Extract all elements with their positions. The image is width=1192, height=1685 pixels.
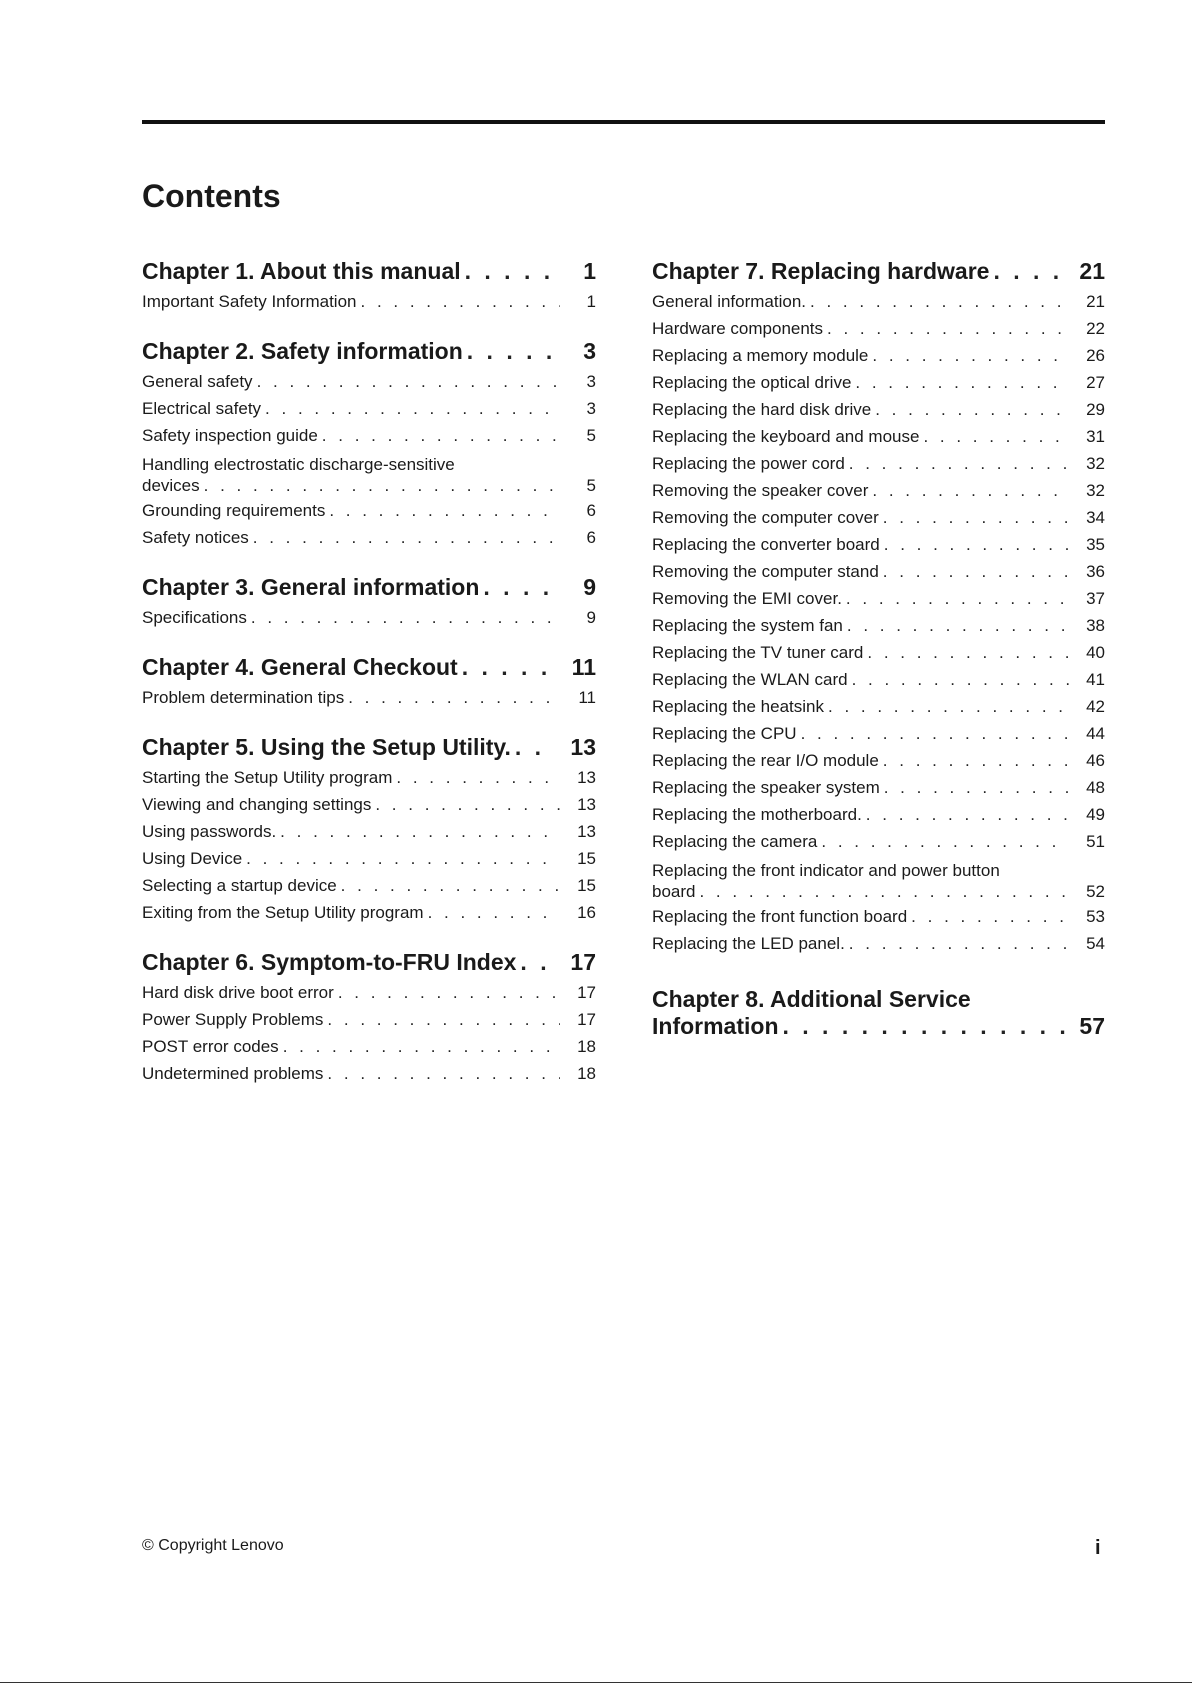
section-entry[interactable]: [652, 423, 1105, 450]
chapter-title[interactable]: Chapter 8. Additional Service: [652, 986, 971, 1012]
page-bottom-edge: [0, 1682, 1192, 1683]
section-entry[interactable]: [142, 791, 596, 818]
chapter-title: Chapter 2. Safety information: [142, 338, 463, 364]
dot-leader: [919, 423, 1069, 450]
section-page-number: 16: [577, 903, 596, 922]
section-title: POST error codes: [142, 1037, 279, 1056]
section-entry[interactable]: [142, 1006, 596, 1033]
copyright-notice: © Copyright Lenovo: [142, 1537, 284, 1554]
chapter-page-number: 17: [570, 949, 596, 975]
dot-leader: [276, 818, 560, 845]
section-page-number: 38: [1086, 616, 1105, 635]
chapter-entry[interactable]: [652, 254, 1105, 288]
toc-chapter: [142, 650, 596, 711]
chapter-page-number: 21: [1079, 258, 1105, 284]
section-page-number: 5: [586, 426, 596, 445]
dot-leader: [871, 396, 1069, 423]
toc-chapter: [142, 334, 596, 551]
section-entry[interactable]: [142, 818, 596, 845]
section-entry[interactable]: [652, 930, 1105, 957]
section-page-number: 52: [1086, 882, 1105, 901]
section-entry[interactable]: [652, 881, 1105, 903]
dot-leader: [817, 828, 1069, 855]
section-title: Safety inspection guide: [142, 426, 318, 445]
section-page-number: 13: [577, 795, 596, 814]
section-entry[interactable]: [652, 801, 1105, 828]
section-title: Exiting from the Setup Utility program: [142, 903, 424, 922]
top-rule: [142, 120, 1105, 124]
section-entry[interactable]: [652, 903, 1105, 930]
section-entry[interactable]: [652, 558, 1105, 585]
section-page-number: 44: [1086, 724, 1105, 743]
section-title: Replacing the LED panel.: [652, 934, 845, 953]
section-title: Removing the speaker cover: [652, 481, 869, 500]
section-page-number: 53: [1086, 907, 1105, 926]
dot-leader: [868, 477, 1069, 504]
dot-leader: [824, 693, 1069, 720]
section-title: Using passwords.: [142, 822, 277, 841]
dot-leader: [851, 369, 1069, 396]
section-title[interactable]: Handling electrostatic discharge-sensitive: [142, 455, 455, 474]
section-entry[interactable]: [142, 288, 596, 315]
dot-leader: [344, 684, 560, 711]
dot-leader: [879, 558, 1069, 585]
dot-leader: [880, 531, 1069, 558]
toc-chapter: [142, 945, 596, 1087]
section-entry[interactable]: [652, 666, 1105, 693]
dot-leader: [779, 1012, 1066, 1040]
section-page-number: 32: [1086, 481, 1105, 500]
toc-chapter: [652, 976, 1105, 1040]
section-page-number: 17: [577, 1010, 596, 1029]
section-title: General information.: [652, 292, 807, 311]
chapter-title: Chapter 3. General information: [142, 574, 480, 600]
chapter-page-number: 57: [1079, 1013, 1105, 1039]
section-entry[interactable]: [652, 342, 1105, 369]
section-entry[interactable]: [652, 747, 1105, 774]
section-title: Viewing and changing settings: [142, 795, 372, 814]
chapter-page-number: 1: [583, 258, 596, 284]
dot-leader: [797, 720, 1069, 747]
section-title: Replacing the hard disk drive: [652, 400, 872, 419]
section-title: Replacing the heatsink: [652, 697, 825, 716]
dot-leader: [848, 666, 1069, 693]
section-title: Problem determination tips: [142, 688, 345, 707]
dot-leader: [424, 899, 560, 926]
section-title: Replacing the WLAN card: [652, 670, 848, 689]
dot-leader: [879, 504, 1069, 531]
chapter-page-number: 11: [571, 654, 596, 680]
section-page-number: 51: [1086, 832, 1105, 851]
section-entry[interactable]: [652, 720, 1105, 747]
section-entry[interactable]: [652, 315, 1105, 342]
section-entry[interactable]: [142, 395, 596, 422]
section-page-number: 29: [1086, 400, 1105, 419]
page-number: i: [1095, 1537, 1101, 1559]
section-title: Replacing the TV tuner card: [652, 643, 864, 662]
section-page-number: 1: [586, 292, 596, 311]
section-page-number: 9: [586, 608, 596, 627]
dot-leader: [247, 604, 560, 631]
section-page-number: 15: [577, 849, 596, 868]
section-entry[interactable]: [142, 899, 596, 926]
section-entry[interactable]: [652, 585, 1105, 612]
section-page-number: 18: [577, 1037, 596, 1056]
chapter-entry[interactable]: [142, 254, 596, 288]
section-page-number: 6: [586, 528, 596, 547]
section-page-number: 21: [1086, 292, 1105, 311]
dot-leader: [392, 764, 560, 791]
section-title-continued: board: [652, 882, 696, 901]
section-page-number: 54: [1086, 934, 1105, 953]
section-entry[interactable]: [142, 845, 596, 872]
section-title: Electrical safety: [142, 399, 262, 418]
toc-chapter: [142, 570, 596, 631]
section-title: Replacing the keyboard and mouse: [652, 427, 920, 446]
section-title: Replacing a memory module: [652, 346, 869, 365]
dot-leader: [880, 774, 1069, 801]
section-page-number: 32: [1086, 454, 1105, 473]
dot-leader: [279, 1033, 560, 1060]
dot-leader: [845, 930, 1069, 957]
section-title: Replacing the power cord: [652, 454, 845, 473]
section-page-number: 37: [1086, 589, 1105, 608]
section-title: Replacing the camera: [652, 832, 818, 851]
section-title: Hardware components: [652, 319, 824, 338]
chapter-page-number: 13: [570, 734, 596, 760]
section-entry[interactable]: [142, 764, 596, 791]
section-title: Replacing the optical drive: [652, 373, 852, 392]
dot-leader: [337, 872, 560, 899]
toc-chapter: [142, 254, 596, 315]
dot-leader: [868, 342, 1069, 369]
section-page-number: 36: [1086, 562, 1105, 581]
section-page-number: 49: [1086, 805, 1105, 824]
section-title: Important Safety Information: [142, 292, 357, 311]
dot-leader: [323, 1006, 560, 1033]
chapter-entry[interactable]: [142, 730, 596, 764]
chapter-entry[interactable]: [652, 1012, 1105, 1040]
dot-leader: [879, 747, 1069, 774]
section-page-number: 46: [1086, 751, 1105, 770]
toc-left-column: [142, 254, 596, 1089]
toc-right-column: [652, 254, 1105, 1042]
section-entry[interactable]: [652, 288, 1105, 315]
section-title: Undetermined problems: [142, 1064, 324, 1083]
chapter-entry[interactable]: [142, 570, 596, 604]
section-entry[interactable]: [652, 369, 1105, 396]
dot-leader: [249, 524, 560, 551]
section-title: Selecting a startup device: [142, 876, 337, 895]
section-title: Removing the computer stand: [652, 562, 879, 581]
section-title: Hard disk drive boot error: [142, 983, 334, 1002]
section-entry[interactable]: [142, 524, 596, 551]
section-page-number: 13: [577, 768, 596, 787]
section-entry[interactable]: [142, 368, 596, 395]
section-entry[interactable]: [142, 475, 596, 497]
page-title: Contents: [142, 178, 281, 214]
section-entry[interactable]: [652, 450, 1105, 477]
section-entry[interactable]: [652, 774, 1105, 801]
dot-leader: [806, 288, 1069, 315]
section-title: Replacing the front function board: [652, 907, 908, 926]
section-page-number: 42: [1086, 697, 1105, 716]
dot-leader: [242, 845, 560, 872]
dot-leader: [823, 315, 1069, 342]
section-entry[interactable]: [142, 1060, 596, 1087]
dot-leader: [907, 903, 1069, 930]
section-page-number: 6: [586, 501, 596, 520]
section-title: Replacing the system fan: [652, 616, 843, 635]
section-title: Replacing the rear I/O module: [652, 751, 879, 770]
section-entry[interactable]: [652, 477, 1105, 504]
dot-leader: [863, 639, 1069, 666]
section-page-number: 3: [586, 372, 596, 391]
section-entry[interactable]: [652, 504, 1105, 531]
section-page-number: 17: [577, 983, 596, 1002]
section-title: Power Supply Problems: [142, 1010, 324, 1029]
dot-leader: [516, 945, 556, 979]
section-page-number: 22: [1086, 319, 1105, 338]
section-entry[interactable]: [652, 828, 1105, 855]
section-page-number: 27: [1086, 373, 1105, 392]
section-entry[interactable]: [142, 979, 596, 1006]
section-entry[interactable]: [652, 396, 1105, 423]
section-entry[interactable]: [142, 872, 596, 899]
section-title: Replacing the speaker system: [652, 778, 880, 797]
section-entry[interactable]: [652, 639, 1105, 666]
dot-leader: [200, 475, 560, 497]
chapter-entry[interactable]: [142, 334, 596, 368]
dot-leader: [842, 585, 1069, 612]
section-title: Using Device: [142, 849, 243, 868]
dot-leader: [511, 730, 556, 764]
section-title: Grounding requirements: [142, 501, 326, 520]
section-page-number: 35: [1086, 535, 1105, 554]
chapter-title-continued: Information: [652, 1013, 779, 1039]
chapter-page-number: 3: [583, 338, 596, 364]
section-page-number: 5: [586, 476, 596, 495]
dot-leader: [463, 334, 556, 368]
section-title: Replacing the CPU: [652, 724, 797, 743]
chapter-entry[interactable]: [142, 650, 596, 684]
section-title[interactable]: Replacing the front indicator and power button: [652, 861, 1000, 880]
dot-leader: [325, 497, 560, 524]
dot-leader: [318, 422, 560, 449]
section-page-number: 15: [577, 876, 596, 895]
section-page-number: 31: [1086, 427, 1105, 446]
chapter-title: Chapter 1. About this manual: [142, 258, 461, 284]
dot-leader: [862, 801, 1069, 828]
toc-chapter: [142, 730, 596, 926]
section-entry[interactable]: [652, 693, 1105, 720]
section-entry[interactable]: [142, 684, 596, 711]
section-title: Safety notices: [142, 528, 249, 547]
chapter-title: Chapter 5. Using the Setup Utility.: [142, 734, 511, 760]
section-title: Replacing the converter board: [652, 535, 880, 554]
dot-leader: [458, 650, 556, 684]
section-entry[interactable]: [652, 612, 1105, 639]
section-page-number: 48: [1086, 778, 1105, 797]
section-page-number: 13: [577, 822, 596, 841]
section-title: General safety: [142, 372, 253, 391]
dot-leader: [989, 254, 1065, 288]
dot-leader: [461, 254, 556, 288]
dot-leader: [261, 395, 560, 422]
chapter-entry[interactable]: [142, 945, 596, 979]
section-title: Starting the Setup Utility program: [142, 768, 393, 787]
section-entry[interactable]: [142, 497, 596, 524]
dot-leader: [253, 368, 560, 395]
section-title: Replacing the motherboard.: [652, 805, 862, 824]
section-title: Specifications: [142, 608, 247, 627]
chapter-title: Chapter 7. Replacing hardware: [652, 258, 990, 284]
chapter-page-number: 9: [583, 574, 596, 600]
dot-leader: [695, 881, 1069, 903]
dot-leader: [371, 791, 560, 818]
dot-leader: [323, 1060, 560, 1087]
section-page-number: 41: [1086, 670, 1105, 689]
dot-leader: [843, 612, 1069, 639]
toc-chapter: [652, 254, 1105, 957]
section-page-number: 11: [578, 688, 596, 707]
section-title: Removing the computer cover: [652, 508, 879, 527]
section-entry[interactable]: [142, 422, 596, 449]
section-page-number: 3: [586, 399, 596, 418]
section-page-number: 34: [1086, 508, 1105, 527]
section-page-number: 18: [577, 1064, 596, 1083]
section-page-number: 40: [1086, 643, 1105, 662]
section-entry[interactable]: [142, 604, 596, 631]
section-entry[interactable]: [142, 1033, 596, 1060]
chapter-title: Chapter 4. General Checkout: [142, 654, 458, 680]
section-title: Removing the EMI cover.: [652, 589, 842, 608]
section-title-continued: devices: [142, 476, 200, 495]
section-page-number: 26: [1086, 346, 1105, 365]
dot-leader: [334, 979, 560, 1006]
section-entry[interactable]: [652, 531, 1105, 558]
dot-leader: [845, 450, 1069, 477]
chapter-title: Chapter 6. Symptom-to-FRU Index: [142, 949, 517, 975]
dot-leader: [357, 288, 561, 315]
dot-leader: [479, 570, 556, 604]
